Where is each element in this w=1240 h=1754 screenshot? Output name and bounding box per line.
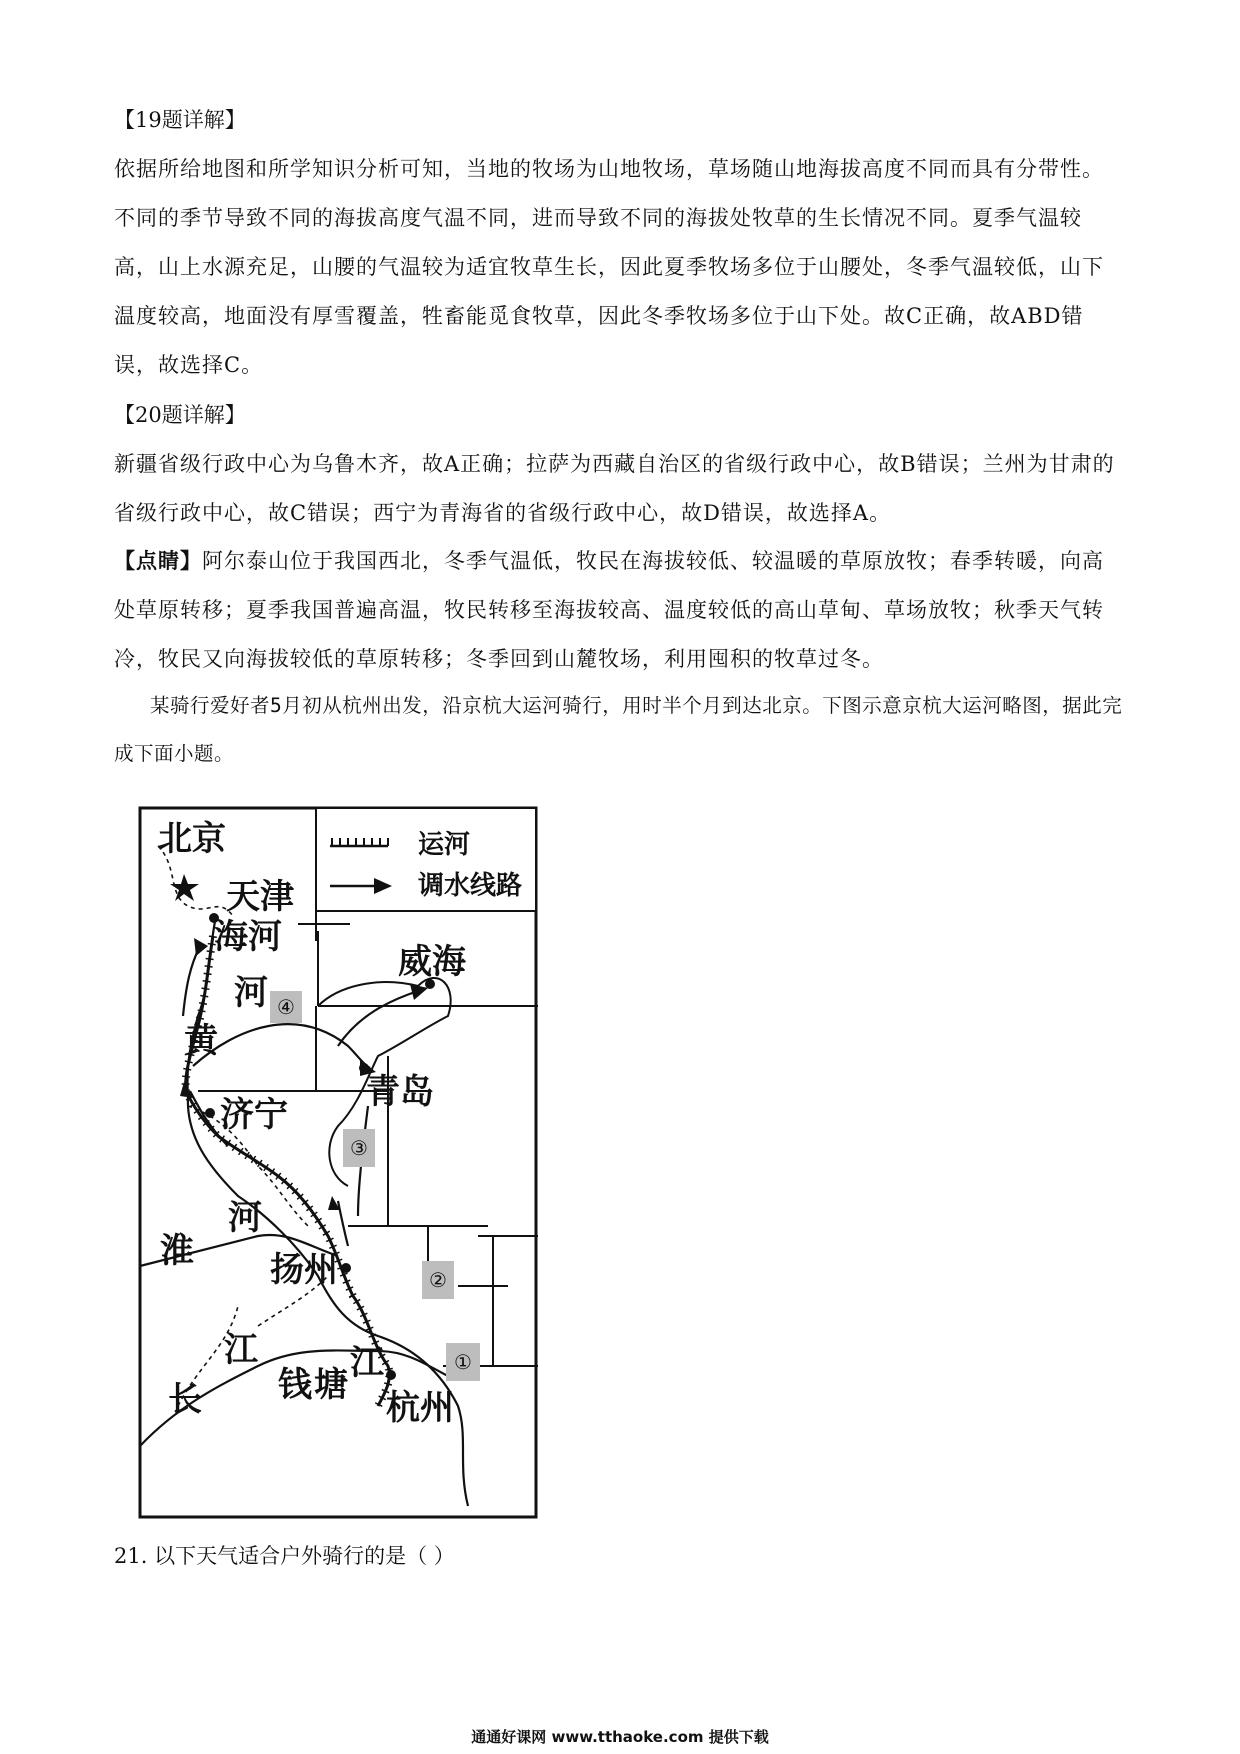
q20-body: 新疆省级行政中心为乌鲁木齐，故A正确；拉萨为西藏自治区的省级行政中心，故B错误；兰州为甘肃的省级行政中心，故C错误；西宁为青海省的省级行政中心，故D错误，故选择A。 [114,452,1115,525]
q19-heading: 【19题详解】 [114,108,246,132]
yangzhou-dot [341,1263,351,1273]
q20-heading: 【20题详解】 [114,403,246,427]
label-qiantang-1: 钱 [278,1365,312,1405]
label-changjiang-1: 长 [168,1380,202,1420]
label-qingdao: 青岛 [366,1072,434,1112]
label-changjiang-2: 江 [224,1330,258,1370]
label-qiantang-2: 塘 [314,1365,348,1405]
question-21: 21. 以下天气适合户外骑行的是（ ） [114,1544,455,1568]
marker-1 [446,1343,480,1381]
label-jining: 济宁 [220,1095,288,1135]
label-huanghe-2: 黄 [184,1021,218,1061]
grand-canal-map [138,806,538,1519]
label-yangzhou: 扬州 [270,1250,338,1290]
label-weihai: 威海 [398,942,466,982]
intro-text: 某骑行爱好者5月初从杭州出发，沿京杭大运河骑行，用时半个月到达北京。下图示意京杭大运河略图，据此完成下面小题。 [114,694,1123,765]
marker-3 [343,1129,375,1167]
label-huaihe-2: 河 [228,1198,262,1238]
label-huaihe-1: 淮 [160,1231,194,1271]
marker-4 [270,991,302,1023]
marker-2 [422,1261,454,1299]
legend-water-route-label: 调水线路 [418,871,523,901]
label-tianjin: 天津 [226,877,294,917]
label-hangzhou: 杭州 [386,1388,454,1428]
label-haihe-2: 河 [248,917,282,957]
svg-text:④: ④ [277,995,295,1019]
svg-text:①: ① [454,1350,472,1374]
q19-body: 依据所给地图和所学知识分析可知，当地的牧场为山地牧场，草场随山地海拔高度不同而具有分带性。不同的季节导致不同的海拔高度气温不同，进而导致不同的海拔处牧草的生长情况不同。夏季气温较高，山上水源充足，山腰的气温较为适宜牧草生长，因此夏季牧场多位于山腰处，冬季气温较低，山下温度较高，地面没有厚雪覆盖，牲畜能觅食牧草，因此冬季牧场多位于山下处。故C正确，故ABD错误，故选择C。 [114,157,1104,377]
label-huanghe-1: 河 [234,973,268,1013]
label-haihe-1: 海 [214,917,248,957]
hangzhou-dot [386,1370,396,1380]
dianjing-label: 【点睛】 [114,548,202,573]
svg-text:③: ③ [350,1136,368,1160]
label-qiantang-3: 江 [350,1343,384,1383]
legend-canal-label: 运河 [418,830,471,860]
jining-dot [205,1108,215,1118]
map-svg [138,806,538,1519]
label-beijing: 北京 [158,819,226,859]
dianjing-block [114,536,1124,684]
footer-text: 通通好课网 www.tthaoke.com 提供下载 [471,1728,769,1746]
svg-text:②: ② [429,1268,447,1292]
dianjing-body: 阿尔泰山位于我国西北，冬季气温低，牧民在海拔较低、较温暖的草原放牧；春季转暖，向高处草原转移；夏季我国普遍高温，牧民转移至海拔较高、温度较低的高山草甸、草场放牧；秋季天气转冷，牧民又向海拔较低的草原转移；冬季回到山麓牧场，利用囤积的牧草过冬。 [114,549,1104,671]
